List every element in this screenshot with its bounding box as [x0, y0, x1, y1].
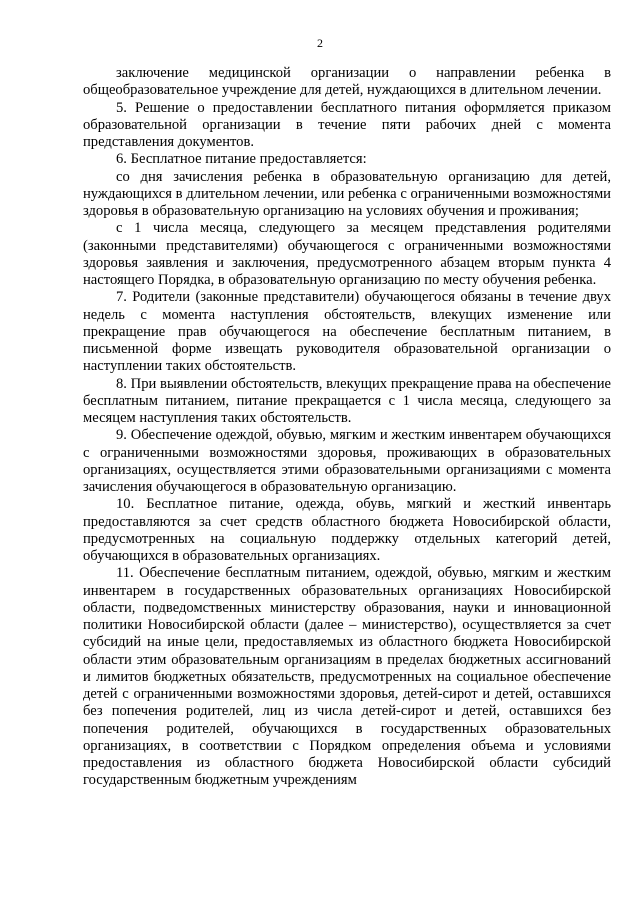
paragraph-continuation: заключение медицинской организации о направлении ребенка в общеобразовательное учреждение для детей, нуждающихся в длительном лечении. [83, 65, 611, 99]
paragraph-11: 11. Обеспечение бесплатным питанием, одеждой, обувью, мягким и жестким инвентарем в государственных образовательных организациях Новосибирской области, подведомственных министерству образования, науки и инновационной политики Новосибирской области (далее – министерство), осуществляется за счет субсидий на иные цели, предоставляемых из областного бюджета Новосибирской области этим образовательным организациям в пределах бюджетных ассигнований и лимитов бюджетных обязательств, предусмотренных на социальное обеспечение детей с ограниченными возможностями здоровья, детей-сирот и детей, оставшихся без попечения родителей, лиц из числа детей-сирот и детей, оставшихся без попечения родителей, обучающихся в государственных образовательных организациях, в соответствии с Порядком определения объема и условиями предоставления из областного бюджета Новосибирской области субсидий государственным бюджетным учреждениям [83, 565, 611, 789]
paragraph-9: 9. Обеспечение одеждой, обувью, мягким и жестким инвентарем обучающихся с ограниченными возможностями здоровья, проживающих в образовательных организациях, осуществляется этими образовательными организациями с момента зачисления обучающегося в образовательную организацию. [83, 427, 611, 495]
document-body [83, 65, 611, 790]
page-number: 2 [317, 36, 323, 50]
paragraph-6: 6. Бесплатное питание предоставляется: [116, 151, 367, 168]
paragraph-10: 10. Бесплатное питание, одежда, обувь, мягкий и жесткий инвентарь предоставляются за счет средств областного бюджета Новосибирской области, предусмотренных на социальную поддержку отдельных категорий детей, обучающихся в образовательных организациях. [83, 496, 611, 564]
paragraph-5: 5. Решение о предоставлении бесплатного питания оформляется приказом образовательной организации в течение пяти рабочих дней с момента представления документов. [83, 99, 611, 150]
paragraph-8: 8. При выявлении обстоятельств, влекущих прекращение права на обеспечение бесплатным питанием, питание прекращается с 1 числа месяца, следующего за месяцем наступления таких обстоятельств. [83, 375, 611, 426]
paragraph-6-item-1: со дня зачисления ребенка в образовательную организацию для детей, нуждающихся в длительном лечении, или ребенка с ограниченными возможностями здоровья в образовательную организацию на условиях обучения и проживания; [83, 168, 611, 219]
paragraph-7: 7. Родители (законные представители) обучающегося обязаны в течение двух недель с момента наступления обстоятельств, влекущих изменение или прекращение прав обучающегося на обеспечение бесплатным питанием, в письменной форме извещать руководителя образовательной организации о наступлении таких обстоятельств. [83, 289, 611, 375]
paragraph-6-item-2: с 1 числа месяца, следующего за месяцем представления родителями (законными представителями) обучающегося с ограниченными возможностями здоровья заявления и заключения, предусмотренного абзацем вторым пункта 4 настоящего Порядка, в образовательную организацию по месту обучения ребенка. [83, 220, 611, 288]
